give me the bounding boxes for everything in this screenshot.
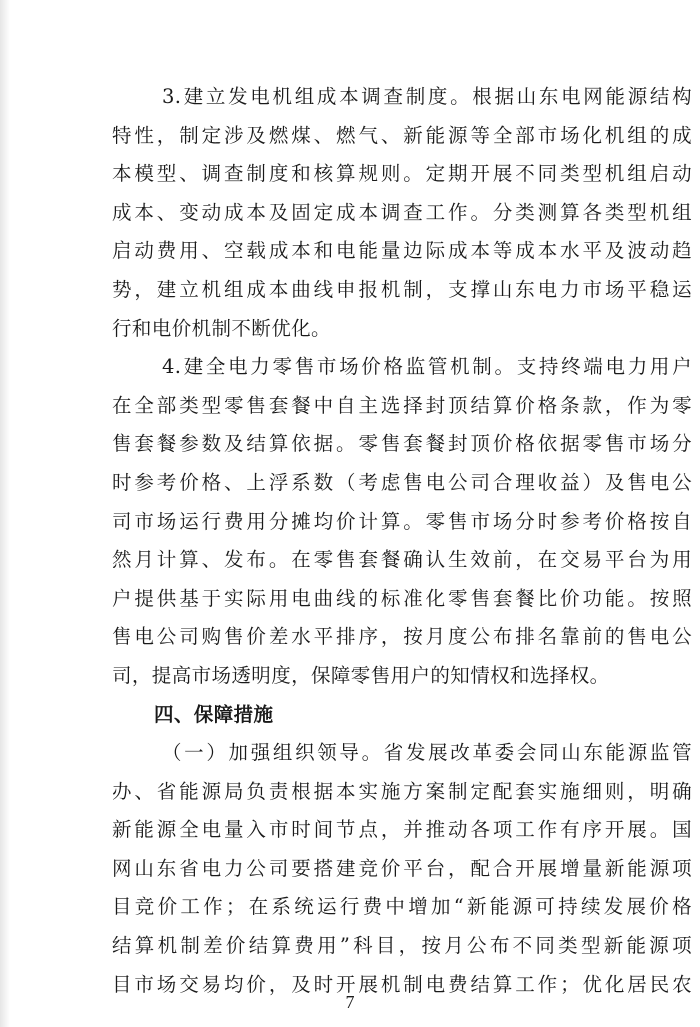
paragraph-4 [112,348,692,695]
text-line: 4.建全电力零售市场价格监管机制。支持终端电力用户 [162,355,692,379]
body-text [112,78,692,1004]
text-line: 司市场运行费用分摊均价计算。零售市场分时参考价格按自 [112,509,692,533]
text-line: 售套餐参数及结算依据。零售套餐封顶价格依据零售市场分 [112,432,692,456]
text-line: 在全部类型零售套餐中自主选择封顶结算价格条款，作为零 [112,393,692,417]
section-heading: 四、保障措施 [154,702,274,726]
text-line: 成本、变动成本及固定成本调查工作。分类测算各类型机组 [112,200,692,224]
text-line: 办、省能源局负责根据本实施方案制定配套实施细则，明确 [112,779,692,803]
text-line: 启动费用、空载成本和电能量边际成本等成本水平及波动趋 [112,239,692,263]
text-line: 然月计算、发布。在零售套餐确认生效前，在交易平台为用 [112,548,692,572]
text-line: 特性，制定涉及燃煤、燃气、新能源等全部市场化机组的成 [112,123,692,147]
page-edge-shadow [0,0,10,1027]
text-line: 户提供基于实际用电曲线的标准化零售套餐比价功能。按照 [112,586,692,610]
text-line: 3.建立发电机组成本调查制度。根据山东电网能源结构 [162,85,692,108]
text-line: 行和电价机制不断优化。 [112,316,331,340]
text-line: 目竞价工作；在系统运行费中增加“新能源可持续发展价格 [112,895,692,919]
text-line: 本模型、调查制度和核算规则。定期开展不同类型机组启动 [112,162,692,186]
text-line: 时参考价格、上浮系数（考虑售电公司合理收益）及售电公 [112,470,692,494]
text-line: 势，建立机组成本曲线申报机制，支撑山东电力市场平稳运 [112,277,692,301]
text-line: 目市场交易均价，及时开展机制电费结算工作；优化居民农 [112,972,692,996]
page-number: 7 [345,992,355,1012]
paragraph-3 [112,78,692,348]
text-line: 网山东省电力公司要搭建竞价平台，配合开展增量新能源项 [112,856,692,880]
paragraph-5 [112,734,692,1004]
text-line: （一）加强组织领导。省发展改革委会同山东能源监管 [162,741,692,765]
text-line: 司，提高市场透明度，保障零售用户的知情权和选择权。 [112,663,610,687]
text-line: 售电公司购售价差水平排序，按月度公布排名靠前的售电公 [112,625,692,649]
text-line: 结算机制差价结算费用”科目，按月公布不同类型新能源项 [112,934,692,958]
text-line: 新能源全电量入市时间节点，并推动各项工作有序开展。国 [112,818,692,842]
